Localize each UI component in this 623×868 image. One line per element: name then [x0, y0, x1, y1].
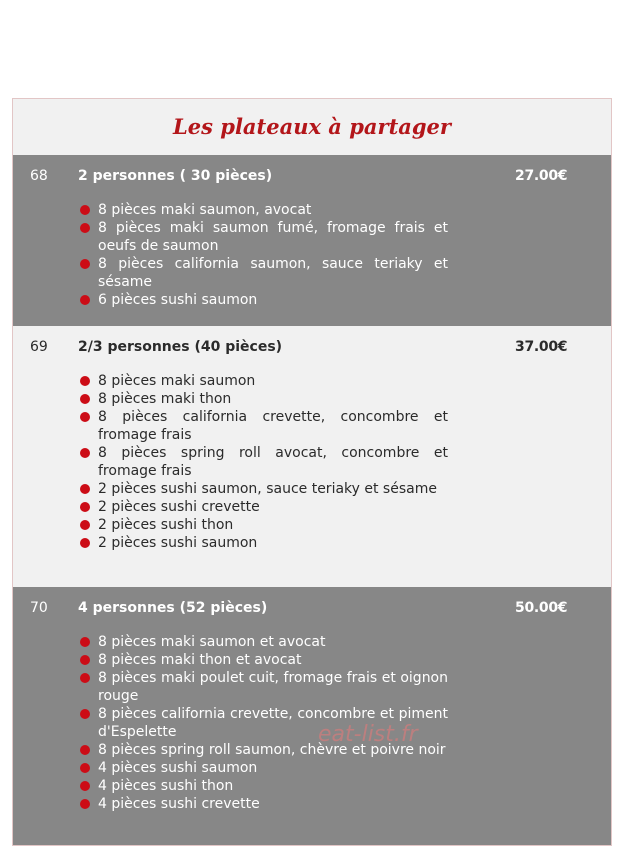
- bullet-icon: [80, 394, 90, 404]
- list-item: 2 pièces sushi saumon, sauce teriaky et sésame: [78, 480, 448, 498]
- item-contents-list: [78, 201, 448, 309]
- item-number: 69: [30, 339, 48, 355]
- item-price: 37.00€: [515, 339, 568, 355]
- list-item: 4 pièces sushi thon: [78, 777, 448, 795]
- item-number: 70: [30, 600, 48, 616]
- bullet-icon: [80, 655, 90, 665]
- list-item: 4 pièces sushi saumon: [78, 759, 448, 777]
- bullet-icon: [80, 709, 90, 719]
- list-item: 8 pièces maki thon et avocat: [78, 651, 448, 669]
- bullet-icon: [80, 763, 90, 773]
- bullet-icon: [80, 538, 90, 548]
- bullet-icon: [80, 295, 90, 305]
- list-item: 4 pièces sushi crevette: [78, 795, 448, 813]
- list-item: 2 pièces sushi thon: [78, 516, 448, 534]
- list-item: 8 pièces spring roll saumon, chèvre et poivre noir: [78, 741, 448, 759]
- menu-card: [12, 98, 612, 846]
- item-name: 4 personnes (52 pièces): [78, 600, 268, 616]
- list-item: 8 pièces maki saumon fumé, fromage frais et oeufs de saumon: [78, 219, 448, 255]
- bullet-icon: [80, 781, 90, 791]
- bullet-icon: [80, 502, 90, 512]
- list-item: 8 pièces spring roll avocat, concombre et fromage frais: [78, 444, 448, 480]
- item-number: 68: [30, 168, 48, 184]
- list-item: 8 pièces maki saumon: [78, 372, 448, 390]
- item-price: 27.00€: [515, 168, 568, 184]
- item-name: 2/3 personnes (40 pièces): [78, 339, 283, 355]
- menu-row-68: [13, 155, 611, 326]
- bullet-icon: [80, 205, 90, 215]
- list-item: 8 pièces maki saumon, avocat: [78, 201, 448, 219]
- bullet-icon: [80, 673, 90, 683]
- page-title: Les plateaux à partager: [13, 99, 611, 155]
- list-item: 8 pièces maki poulet cuit, fromage frais et oignon rouge: [78, 669, 448, 705]
- watermark: eat-list.fr: [318, 722, 418, 747]
- bullet-icon: [80, 259, 90, 269]
- list-item: 8 pièces maki saumon et avocat: [78, 633, 448, 651]
- bullet-icon: [80, 448, 90, 458]
- bullet-icon: [80, 484, 90, 494]
- item-contents-list: [78, 372, 448, 552]
- list-item: 8 pièces california saumon, sauce teriaky et sésame: [78, 255, 448, 291]
- list-item: 2 pièces sushi saumon: [78, 534, 448, 552]
- item-price: 50.00€: [515, 600, 568, 616]
- menu-row-70: [13, 587, 611, 845]
- menu-row-69: [13, 326, 611, 587]
- bullet-icon: [80, 745, 90, 755]
- bullet-icon: [80, 412, 90, 422]
- bullet-icon: [80, 520, 90, 530]
- item-name: 2 personnes ( 30 pièces): [78, 168, 273, 184]
- bullet-icon: [80, 637, 90, 647]
- list-item: 8 pièces maki thon: [78, 390, 448, 408]
- list-item: 6 pièces sushi saumon: [78, 291, 448, 309]
- bullet-icon: [80, 376, 90, 386]
- bullet-icon: [80, 223, 90, 233]
- list-item: 8 pièces california crevette, concombre et piment d'Espelette: [78, 705, 448, 741]
- list-item: 8 pièces california crevette, concombre et fromage frais: [78, 408, 448, 444]
- bullet-icon: [80, 799, 90, 809]
- list-item: 2 pièces sushi crevette: [78, 498, 448, 516]
